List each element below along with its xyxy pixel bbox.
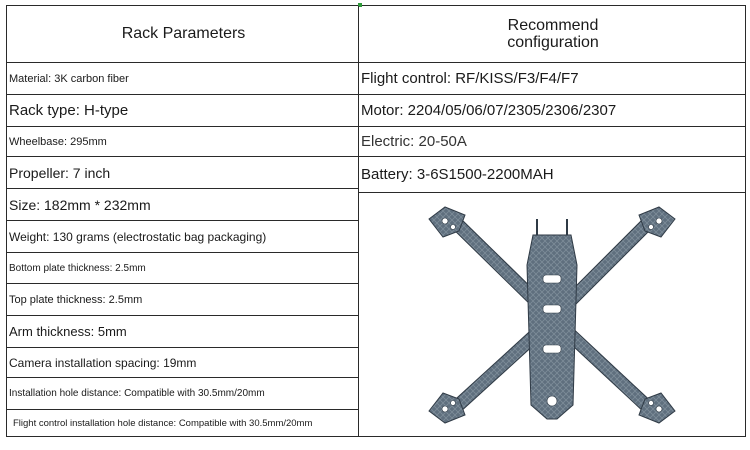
row-flight-control-hole-text: Flight control installation hole distance: Compatible with 30.5mm/20mm	[13, 417, 313, 429]
row-motor	[359, 95, 745, 127]
row-flight-control-text: Flight control: RF/KISS/F3/F4/F7	[361, 70, 579, 87]
frame-image-cell	[359, 193, 745, 436]
row-flight-control	[359, 63, 745, 95]
row-camera-spacing	[7, 348, 358, 378]
row-propeller-text: Propeller: 7 inch	[9, 164, 111, 181]
row-battery	[359, 157, 745, 193]
header-rack-parameters	[7, 6, 358, 63]
row-battery-text: Battery: 3-6S1500-2200MAH	[361, 166, 554, 183]
row-bottom-plate	[7, 253, 358, 284]
row-arm-thickness-text: Arm thickness: 5mm	[9, 324, 127, 339]
row-bottom-plate-text: Bottom plate thickness: 2.5mm	[9, 262, 146, 274]
drone-frame-image	[407, 205, 697, 425]
row-wheelbase-text: Wheelbase: 295mm	[9, 135, 107, 148]
row-rack-type-text: Rack type: H-type	[9, 102, 129, 119]
header-right-line1: Recommend	[507, 17, 599, 34]
row-size-text: Size: 182mm * 232mm	[9, 196, 151, 213]
row-weight	[7, 221, 358, 253]
row-electric-text: Electric: 20-50A	[361, 133, 467, 150]
row-motor-text: Motor: 2204/05/06/07/2305/2306/2307	[361, 102, 617, 119]
row-wheelbase	[7, 127, 358, 157]
row-weight-text: Weight: 130 grams (electrostatic bag packaging)	[9, 229, 267, 244]
row-propeller	[7, 157, 358, 189]
header-left-label: Rack Parameters	[121, 25, 246, 42]
row-installation-hole-text: Installation hole distance: Compatible with 30.5mm/20mm	[9, 388, 265, 399]
header-right-line2: configuration	[507, 34, 599, 51]
row-installation-hole	[7, 378, 358, 410]
row-size	[7, 189, 358, 221]
row-material-text: Material: 3K carbon fiber	[9, 72, 129, 85]
row-top-plate-text: Top plate thickness: 2.5mm	[9, 293, 143, 306]
header-recommend-configuration	[359, 6, 745, 63]
row-top-plate	[7, 284, 358, 316]
row-rack-type	[7, 95, 358, 127]
row-material	[7, 63, 358, 95]
row-electric	[359, 127, 745, 157]
row-camera-spacing-text: Camera installation spacing: 19mm	[9, 355, 197, 370]
spec-table	[6, 5, 746, 437]
row-flight-control-hole	[7, 410, 358, 436]
row-arm-thickness	[7, 316, 358, 348]
